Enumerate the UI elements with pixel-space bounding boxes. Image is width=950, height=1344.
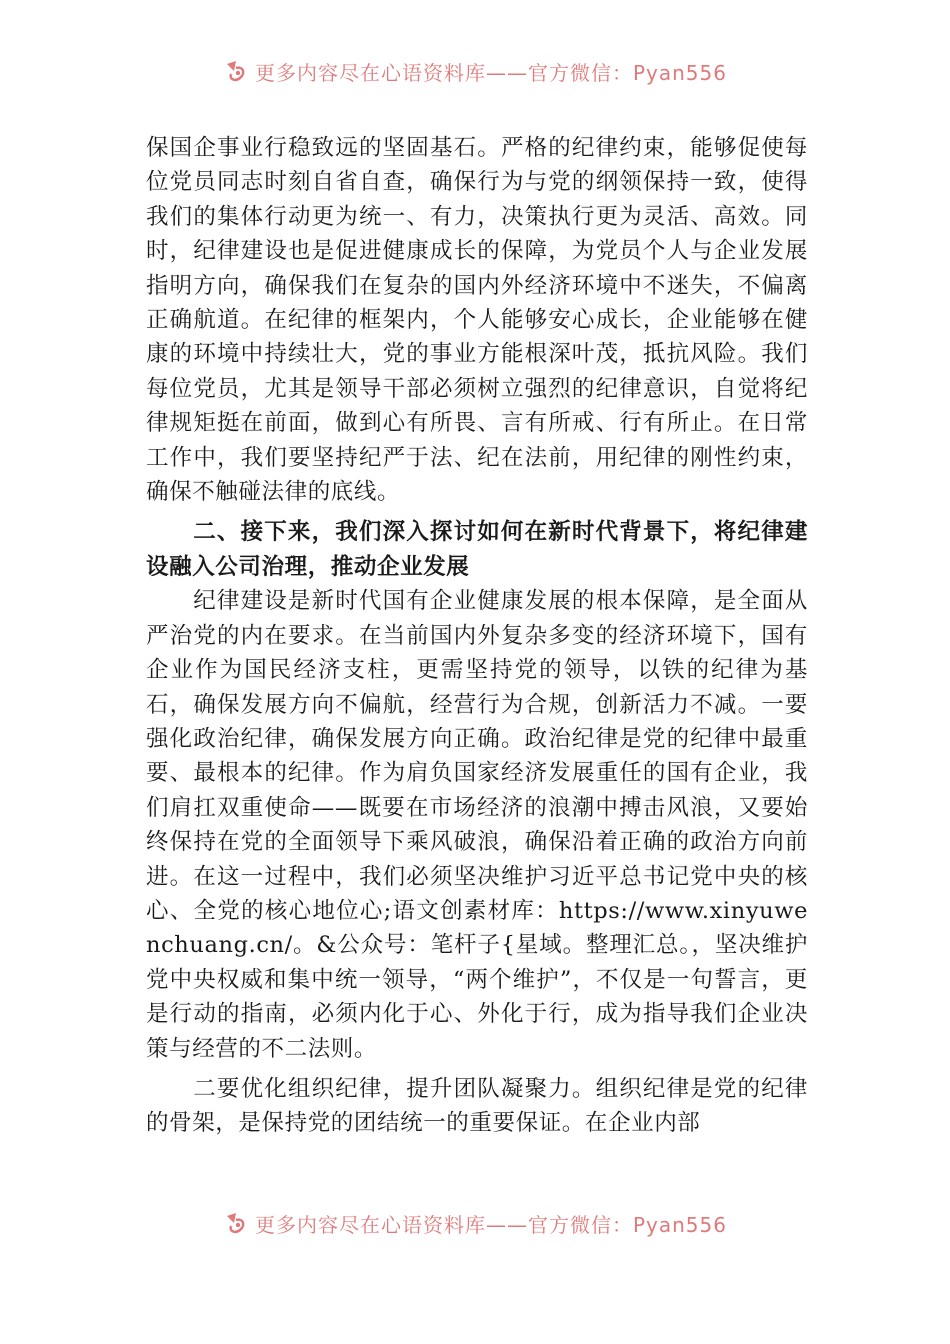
- paragraph-continued: 保国企事业行稳致远的坚固基石。严格的纪律约束，能够促使每位党员同志时刻自省自查，确保行为与党的纲领保持一致，使得我们的集体行动更为统一、有力，决策执行更为灵活、高效。同时，纪律建设也是促进健康成长的保障，为党员个人与企业发展指明方向，确保我们在复杂的国内外经济环境中不迷失，不偏离正确航道。在纪律的框架内，个人能够安心成长，企业能够在健康的环境中持续壮大，党的事业方能根深叶茂，抵抗风险。我们每位党员，尤其是领导干部必须树立强烈的纪律意识，自觉将纪律规矩挺在前面，做到心有所畏、言有所戒、行有所止。在日常工作中，我们要坚持纪严于法、纪在法前，用纪律的刚性约束，确保不触碰法律的底线。: [146, 135, 808, 506]
- watermark-text: 更多内容尽在心语资料库——官方微信：Pyan556: [254, 1212, 727, 1237]
- paragraph-organization: 二要优化组织纪律，提升团队凝聚力。组织纪律是党的纪律的骨架，是保持党的团结统一的重要保证。在企业内部: [146, 1075, 808, 1137]
- logo-icon: [223, 1210, 249, 1236]
- header-watermark: [0, 56, 950, 86]
- section-heading: 二、接下来，我们深入探讨如何在新时代背景下，将纪律建设融入公司治理，推动企业发展: [146, 519, 808, 580]
- logo-icon: [223, 58, 249, 84]
- footer-watermark: [0, 1208, 950, 1238]
- watermark-text: 更多内容尽在心语资料库——官方微信：Pyan556: [254, 60, 727, 85]
- document-body: [146, 131, 808, 1141]
- paragraph-discipline: 纪律建设是新时代国有企业健康发展的根本保障，是全面从严治党的内在要求。在当前国内外复杂多变的经济环境下，国有企业作为国民经济支柱，更需坚持党的领导，以铁的纪律为基石，确保发展方向不偏航，经营行为合规，创新活力不减。一要强化政治纪律，确保发展方向正确。政治纪律是党的纪律中最重要、最根本的纪律。作为肩负国家经济发展重任的国有企业，我们肩扛双重使命——既要在市场经济的浪潮中搏击风浪，又要始终保持在党的全面领导下乘风破浪，确保沿着正确的政治方向前进。在这一过程中，我们必须坚决维护习近平总书记党中央的核心、全党的核心地位心;语文创素材库：https://www.xinyuwenchuang.cn/。&公众号：笔杆子{星域。整理汇总。，坚决维护党中央权威和集中统一领导，“两个维护”，不仅是一句誓言，更是行动的指南，必须内化于心、外化于行，成为指导我们企业决策与经营的不二法则。: [146, 588, 808, 1062]
